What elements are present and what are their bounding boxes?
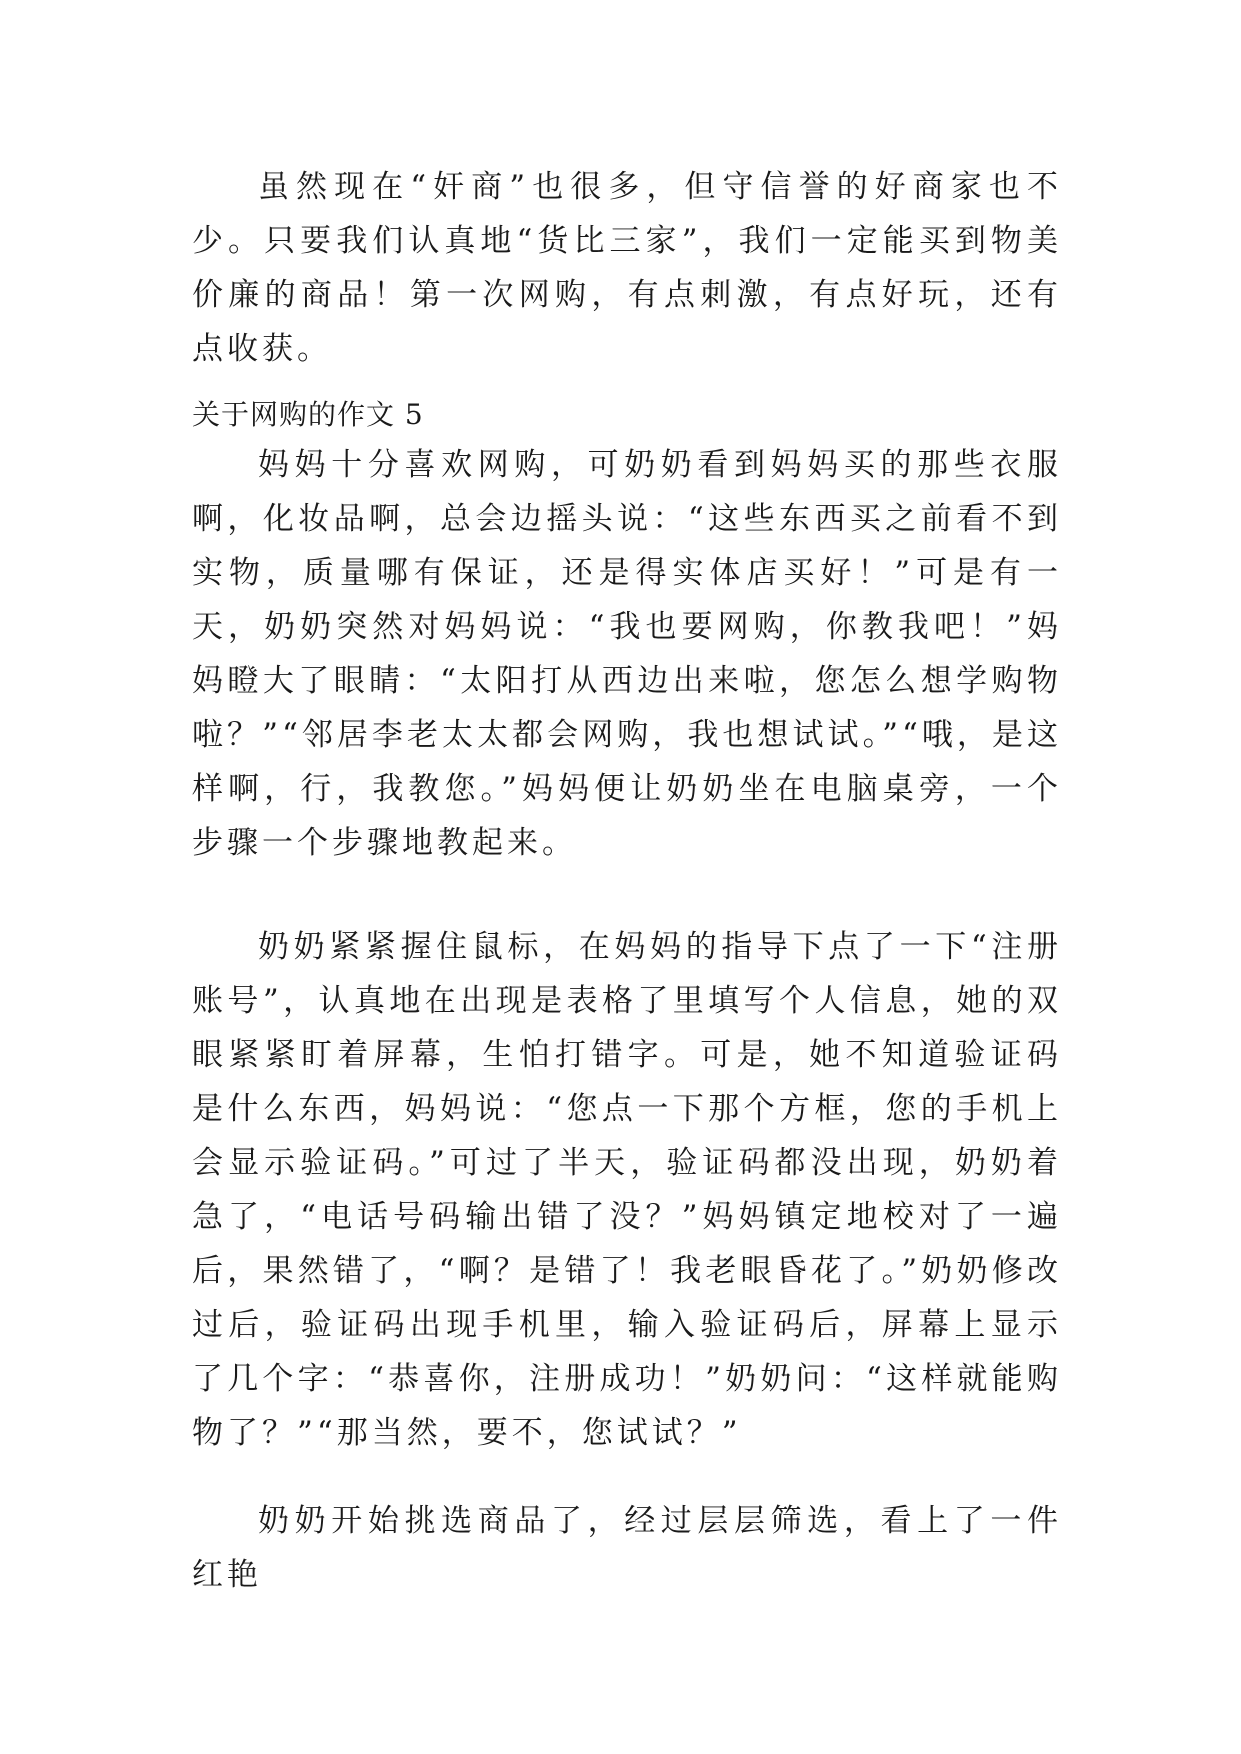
paragraph-intro-ending: 虽然现在“奸商”也很多，但守信誉的好商家也不少。只要我们认真地“货比三家”，我们一定能买到物美价廉的商品！第一次网购，有点刺激，有点好玩，还有点收获。 <box>192 169 1062 367</box>
paragraph-choosing-goods: 奶奶开始挑选商品了，经过层层筛选，看上了一件红艳 <box>192 1503 1062 1593</box>
essay-heading: 关于网购的作文 5 <box>192 398 424 431</box>
paragraph-grandma-wants-to-shop: 妈妈十分喜欢网购，可奶奶看到妈妈买的那些衣服啊，化妆品啊，总会边摇头说：“这些东西买之前看不到实物，质量哪有保证，还是得实体店买好！”可是有一天，奶奶突然对妈妈说：“我也要网购，你教我吧！”妈妈瞪大了眼睛：“太阳打从西边出来啦，您怎么想学购物啦？”“邻居李老太太都会网购，我也想试试。”“哦，是这样啊，行，我教您。”妈妈便让奶奶坐在电脑桌旁，一个步骤一个步骤地教起来。 <box>192 447 1062 861</box>
paragraph-registration: 奶奶紧紧握住鼠标，在妈妈的指导下点了一下“注册账号”，认真地在出现是表格了里填写个人信息，她的双眼紧紧盯着屏幕，生怕打错字。可是，她不知道验证码是什么东西，妈妈说：“您点一下那个方框，您的手机上会显示验证码。”可过了半天，验证码都没出现，奶奶着急了，“电话号码输出错了没？”妈妈镇定地校对了一遍后，果然错了，“啊？是错了！我老眼昏花了。”奶奶修改过后，验证码出现手机里，输入验证码后，屏幕上显示了几个字：“恭喜你，注册成功！”奶奶问：“这样就能购物了？”“那当然，要不，您试试？” <box>192 929 1062 1451</box>
